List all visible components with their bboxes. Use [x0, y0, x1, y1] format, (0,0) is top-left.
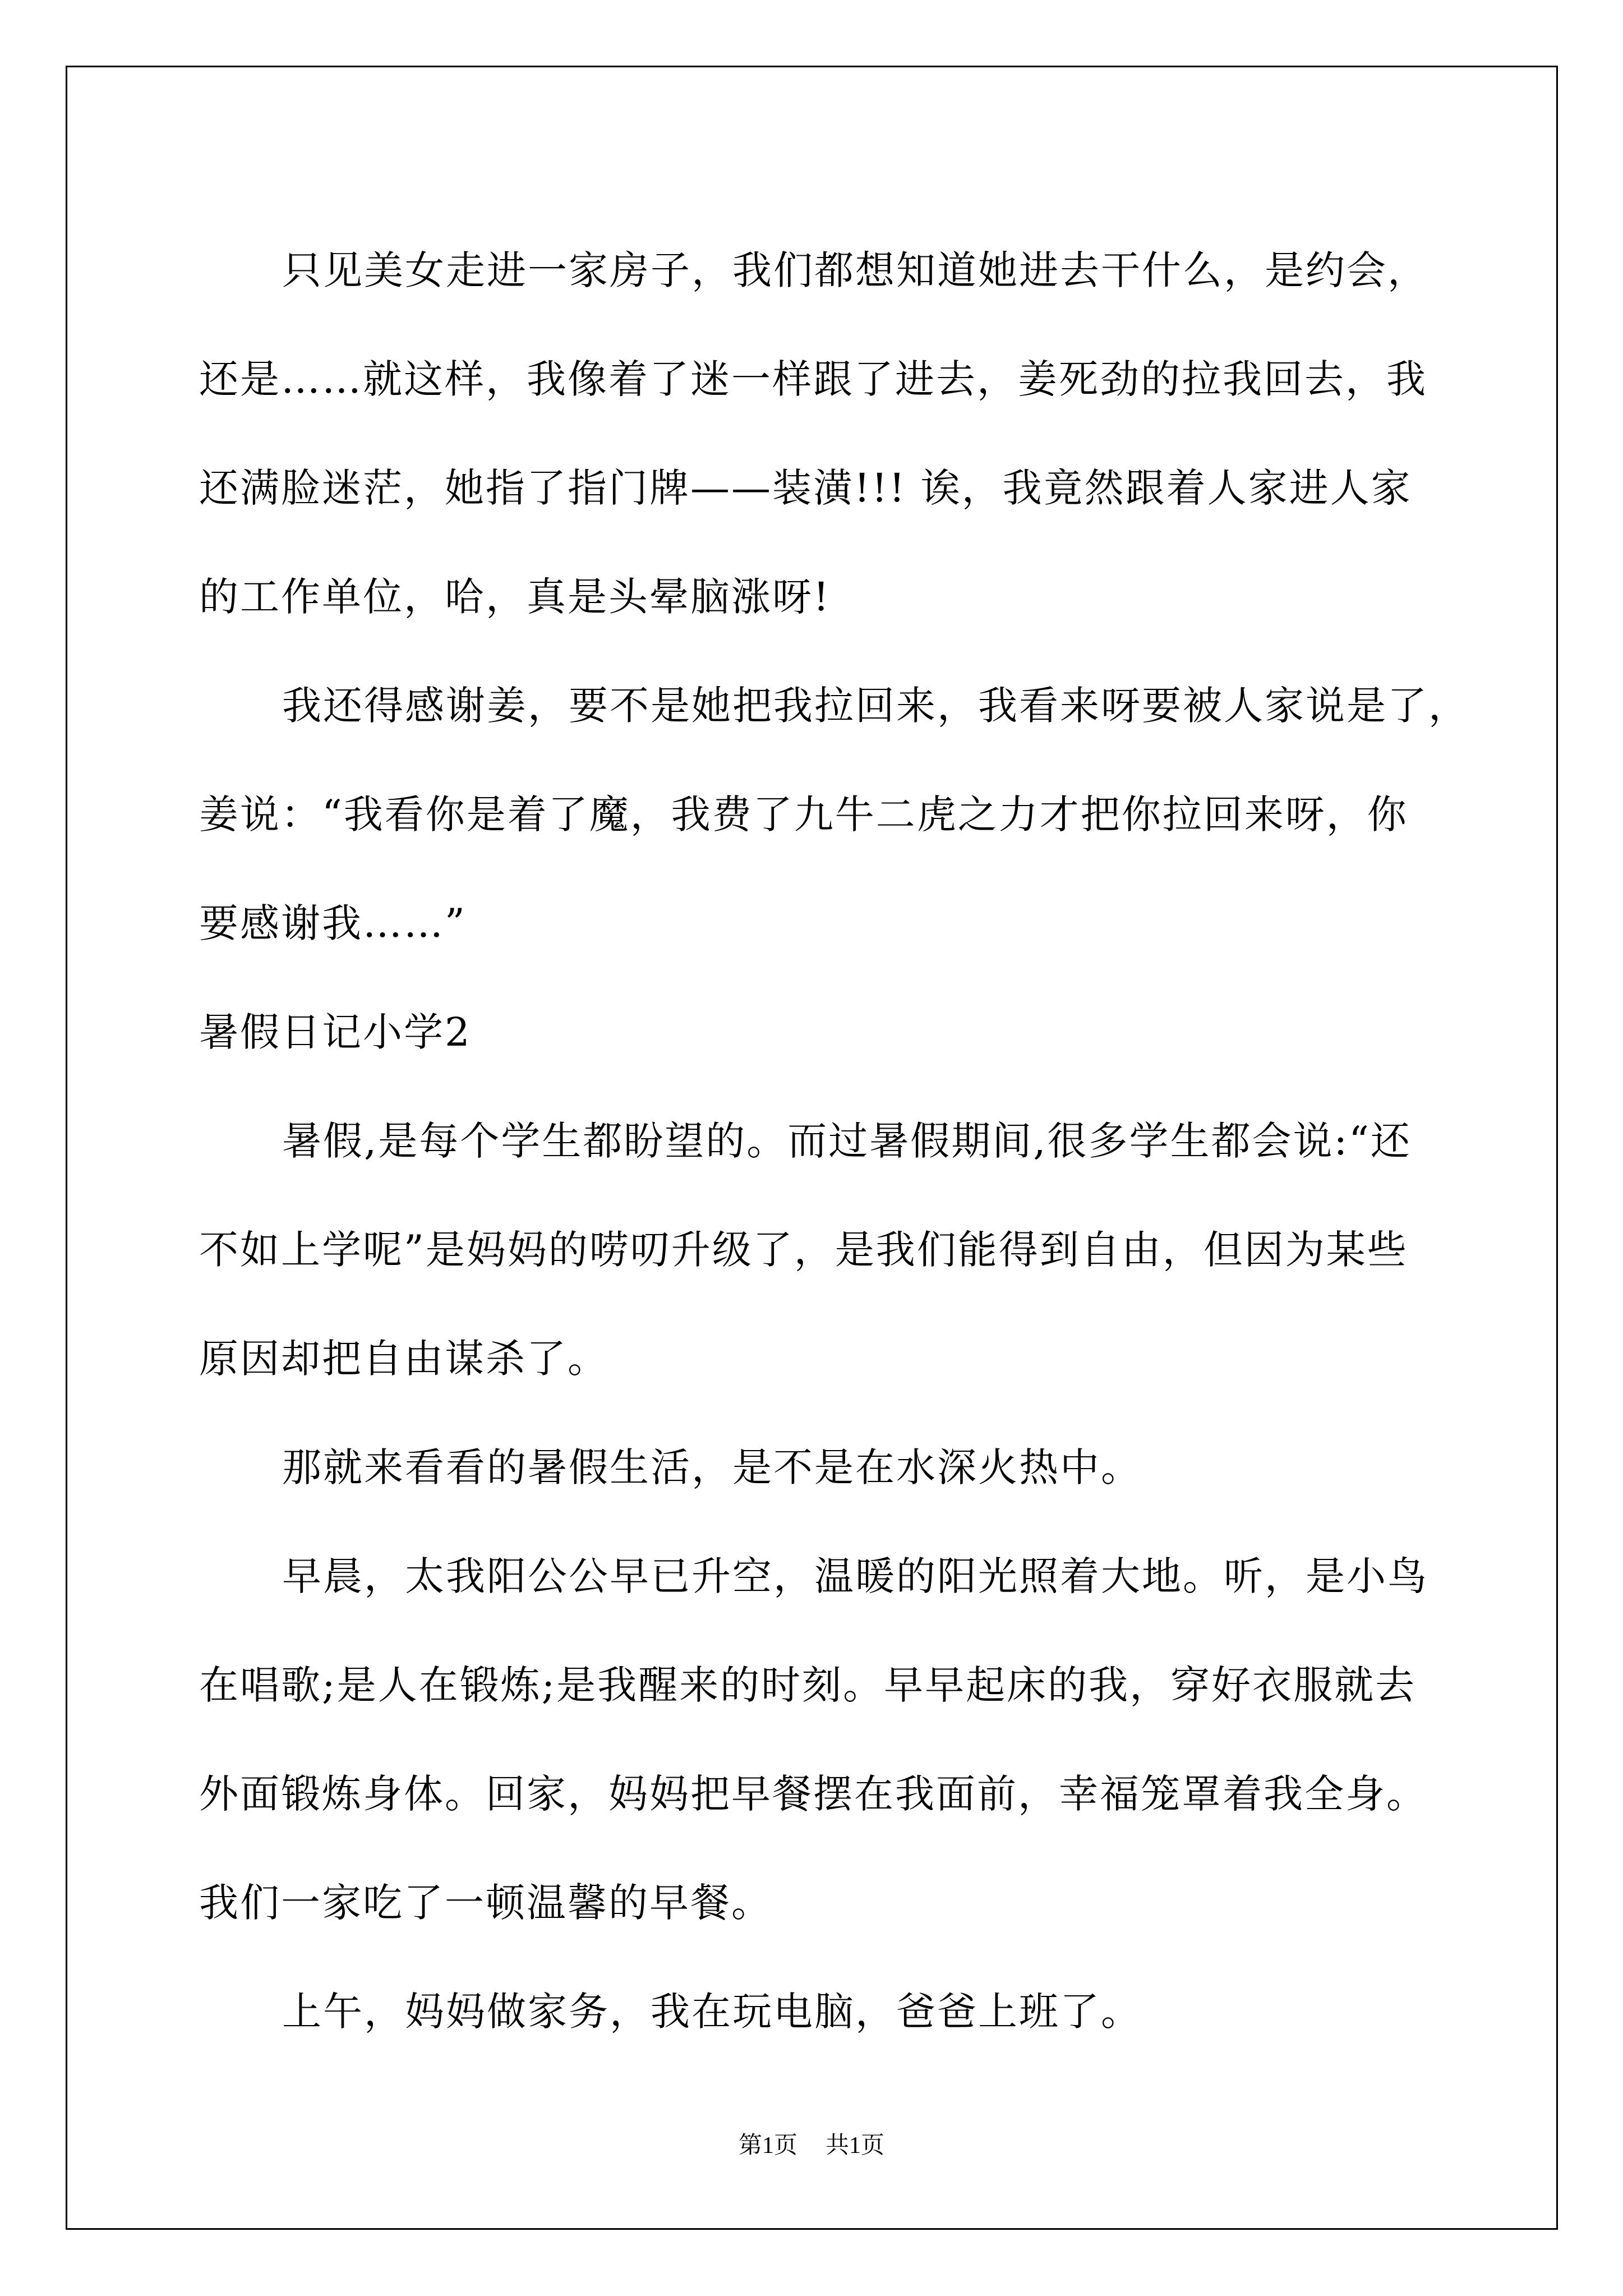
page-footer	[0, 2129, 1623, 2162]
text-line: 那就来看看的暑假生活，是不是在水深火热中。	[282, 1444, 1142, 1490]
page-total: 共1页	[826, 2133, 885, 2159]
page-number: 第1页	[738, 2133, 797, 2159]
text-line: 还是……就这样，我像着了迷一样跟了进去，姜死劲的拉我回去，我	[199, 356, 1427, 402]
text-line: 早晨，太我阳公公早已升空，温暖的阳光照着大地。听，是小鸟	[282, 1553, 1428, 1599]
text-line: 要感谢我……”	[199, 900, 467, 946]
text-line: 在唱歌;是人在锻炼;是我醒来的时刻。早早起床的我，穿好衣服就去	[199, 1662, 1417, 1708]
text-line: 暑假,是每个学生都盼望的。而过暑假期间,很多学生都会说:“还	[282, 1118, 1412, 1164]
document-body	[199, 216, 1469, 2066]
text-line: 原因却把自由谋杀了。	[199, 1336, 608, 1382]
text-line: 外面锻炼身体。回家，妈妈把早餐摆在我面前，幸福笼罩着我全身。	[199, 1771, 1427, 1817]
section-heading: 暑假日记小学2	[199, 1009, 472, 1055]
text-line: 还满脸迷茫，她指了指门牌——装潢!!! 诶，我竟然跟着人家进人家	[199, 465, 1412, 511]
text-line: 只见美女走进一家房子，我们都想知道她进去干什么，是约会，	[282, 247, 1428, 293]
text-line: 不如上学呢”是妈妈的唠叨升级了，是我们能得到自由，但因为某些	[199, 1227, 1408, 1273]
text-line: 姜说：“我看你是着了魔，我费了九牛二虎之力才把你拉回来呀，你	[199, 792, 1408, 838]
text-line: 我还得感谢姜，要不是她把我拉回来，我看来呀要被人家说是了，	[282, 683, 1469, 729]
text-line: 的工作单位，哈，真是头晕脑涨呀!	[199, 574, 831, 620]
text-line: 上午，妈妈做家务，我在玩电脑，爸爸上班了。	[282, 1989, 1142, 2035]
text-line: 我们一家吃了一顿温馨的早餐。	[199, 1880, 772, 1926]
